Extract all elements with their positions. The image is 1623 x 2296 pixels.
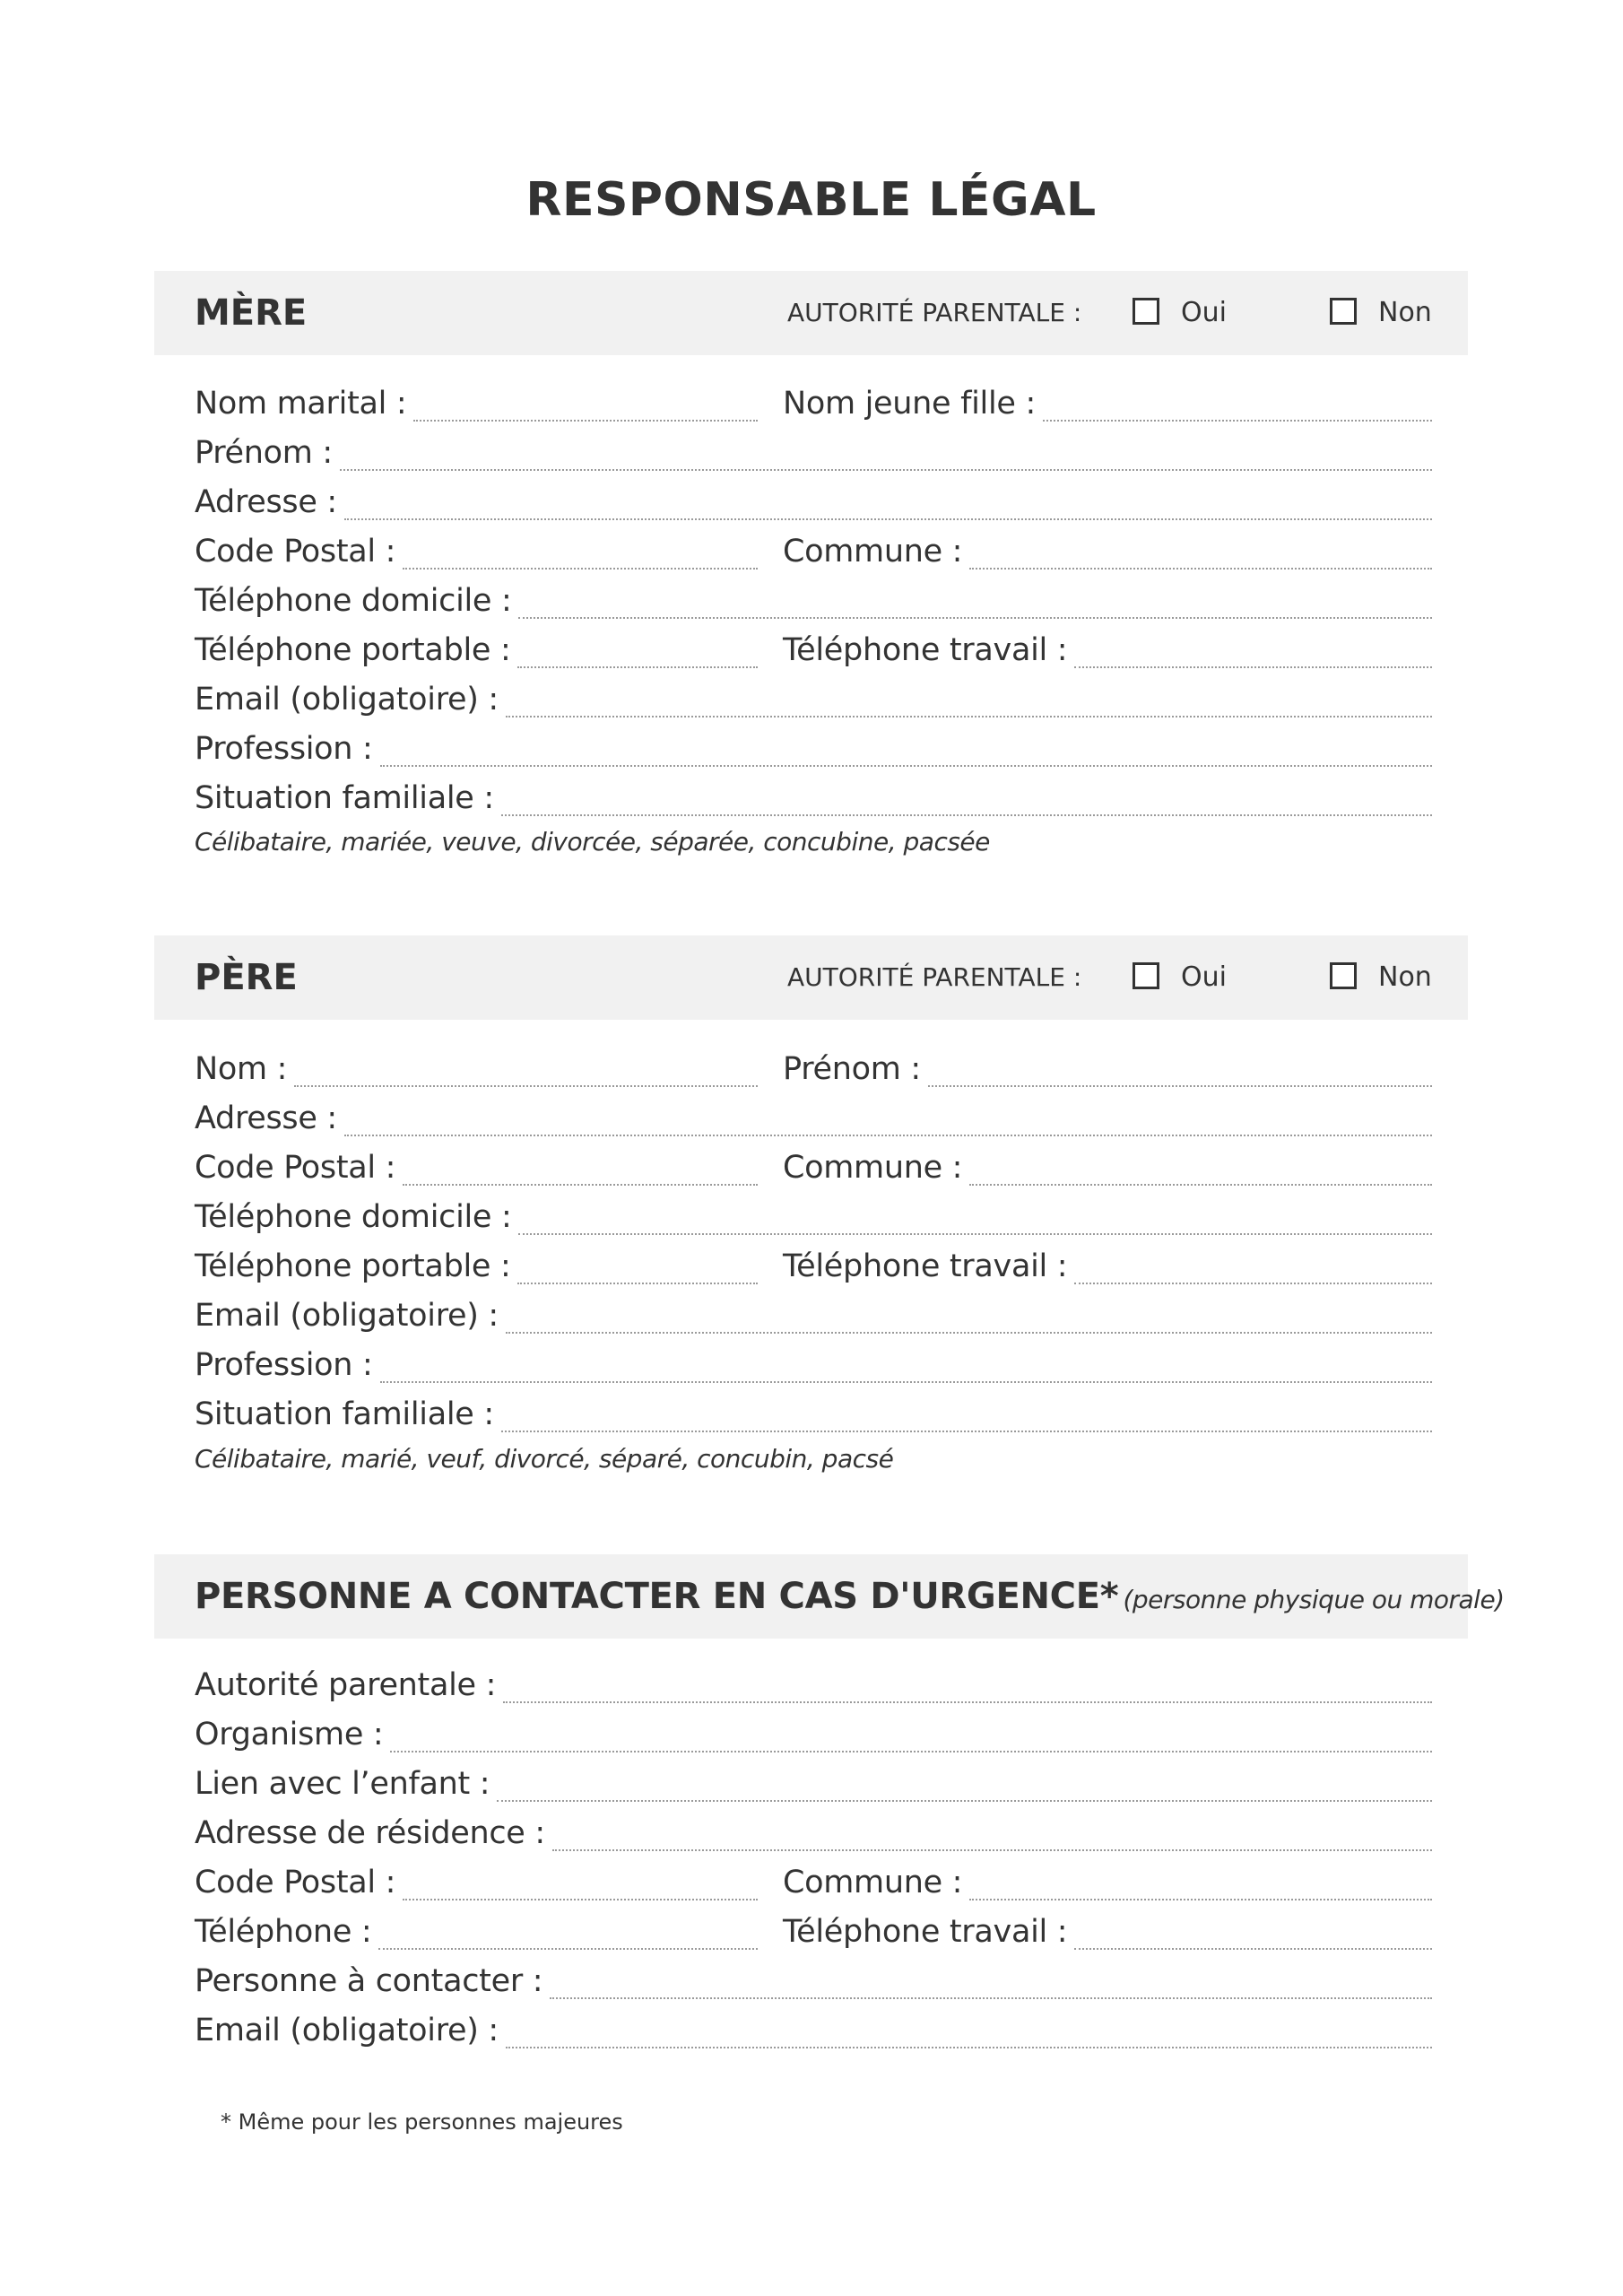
authority-label-mere: AUTORITÉ PARENTALE : <box>787 298 1082 327</box>
field-code-postal-pere[interactable] <box>195 1143 758 1186</box>
section-title-pere: PÈRE <box>195 957 298 998</box>
section-header-mere <box>154 271 1468 355</box>
fill-line[interactable] <box>506 716 1432 718</box>
field-label: Téléphone domicile : <box>195 1199 512 1235</box>
fill-line[interactable] <box>344 1135 1432 1136</box>
field-label: Situation familiale : <box>195 780 494 816</box>
field-adresse-residence[interactable] <box>195 1808 1432 1851</box>
fill-line[interactable] <box>378 1948 758 1950</box>
fill-line[interactable] <box>928 1085 1432 1087</box>
field-profession-pere[interactable] <box>195 1340 1432 1383</box>
fill-line[interactable] <box>501 1431 1432 1432</box>
field-label: Téléphone travail : <box>783 1248 1068 1284</box>
field-situation-mere[interactable] <box>195 773 1432 816</box>
field-email-pere[interactable] <box>195 1291 1432 1334</box>
fill-line[interactable] <box>518 617 1432 619</box>
field-label: Commune : <box>783 1150 963 1186</box>
field-label: Email (obligatoire) : <box>195 682 499 718</box>
fill-line[interactable] <box>503 1701 1432 1703</box>
fill-line[interactable] <box>517 666 758 668</box>
fill-line[interactable] <box>518 1233 1432 1235</box>
fill-line[interactable] <box>380 765 1433 767</box>
checkbox-non-pere[interactable] <box>1330 962 1357 989</box>
fill-line[interactable] <box>1074 1948 1432 1950</box>
field-tel-travail-mere[interactable] <box>783 625 1432 668</box>
field-commune-pere[interactable] <box>783 1143 1432 1186</box>
fill-line[interactable] <box>390 1751 1432 1752</box>
fill-line[interactable] <box>552 1849 1432 1851</box>
field-commune-mere[interactable] <box>783 526 1432 570</box>
checkbox-non-mere[interactable] <box>1330 298 1357 325</box>
field-profession-mere[interactable] <box>195 724 1432 767</box>
field-prenom-mere[interactable] <box>195 428 1432 471</box>
field-label: Profession : <box>195 1347 373 1383</box>
situation-hint-pere: Célibataire, marié, veuf, divorcé, séparé, concubin, pacsé <box>195 1444 894 1474</box>
fill-line[interactable] <box>344 518 1432 520</box>
field-label: Email (obligatoire) : <box>195 1298 499 1334</box>
footnote: * Même pour les personnes majeures <box>221 2109 623 2135</box>
fill-line[interactable] <box>340 469 1432 471</box>
field-code-postal-urgence[interactable] <box>195 1857 758 1900</box>
checkbox-non-label-mere: Non <box>1378 297 1432 328</box>
situation-hint-mere: Célibataire, mariée, veuve, divorcée, séparée, concubine, pacsée <box>195 827 990 857</box>
field-adresse-pere[interactable] <box>195 1093 1432 1136</box>
field-code-postal-mere[interactable] <box>195 526 758 570</box>
field-label: Téléphone portable : <box>195 632 511 668</box>
field-commune-urgence[interactable] <box>783 1857 1432 1900</box>
field-label: Adresse de résidence : <box>195 1815 545 1851</box>
field-label: Téléphone domicile : <box>195 583 512 619</box>
field-nom-pere[interactable] <box>195 1044 758 1087</box>
field-adresse-mere[interactable] <box>195 477 1432 520</box>
field-tel-portable-mere[interactable] <box>195 625 758 668</box>
field-label: Email (obligatoire) : <box>195 2013 499 2048</box>
fill-line[interactable] <box>506 2047 1432 2048</box>
field-label: Adresse : <box>195 484 337 520</box>
field-telephone-urgence[interactable] <box>195 1907 758 1950</box>
fill-line[interactable] <box>969 1184 1432 1186</box>
fill-line[interactable] <box>403 1899 758 1900</box>
field-label: Prénom : <box>195 435 333 471</box>
field-organisme[interactable] <box>195 1709 1432 1752</box>
field-label: Nom jeune fille : <box>783 386 1036 422</box>
field-email-mere[interactable] <box>195 674 1432 718</box>
field-label: Téléphone travail : <box>783 1914 1068 1950</box>
section-header-pere <box>154 935 1468 1020</box>
field-label: Téléphone portable : <box>195 1248 511 1284</box>
checkbox-oui-label-mere: Oui <box>1181 297 1227 328</box>
section-title-mere: MÈRE <box>195 292 308 334</box>
field-label: Organisme : <box>195 1717 384 1752</box>
field-tel-travail-pere[interactable] <box>783 1241 1432 1284</box>
checkbox-oui-pere[interactable] <box>1133 962 1159 989</box>
fill-line[interactable] <box>497 1800 1432 1802</box>
field-label: Code Postal : <box>195 534 396 570</box>
fill-line[interactable] <box>550 1997 1432 1999</box>
field-label: Commune : <box>783 534 963 570</box>
field-label: Prénom : <box>783 1051 921 1087</box>
field-label: Téléphone : <box>195 1914 372 1950</box>
section-header-urgence <box>154 1554 1505 1639</box>
checkbox-oui-mere[interactable] <box>1133 298 1159 325</box>
field-label: Nom marital : <box>195 386 407 422</box>
fill-line[interactable] <box>413 420 758 422</box>
field-label: Commune : <box>783 1865 963 1900</box>
authority-label-pere: AUTORITÉ PARENTALE : <box>787 962 1082 992</box>
fill-line[interactable] <box>1074 1283 1432 1284</box>
fill-line[interactable] <box>969 1899 1432 1900</box>
checkbox-oui-label-pere: Oui <box>1181 961 1227 993</box>
fill-line[interactable] <box>380 1381 1433 1383</box>
fill-line[interactable] <box>403 1184 758 1186</box>
fill-line[interactable] <box>1043 420 1432 422</box>
field-autorite-urgence[interactable] <box>195 1660 1432 1703</box>
field-label: Code Postal : <box>195 1150 396 1186</box>
field-label: Profession : <box>195 731 373 767</box>
section-title-urgence-main: PERSONNE A CONTACTER EN CAS D'URGENCE* <box>195 1576 1119 1617</box>
field-prenom-pere[interactable] <box>783 1044 1432 1087</box>
field-label: Nom : <box>195 1051 288 1087</box>
field-label: Téléphone travail : <box>783 632 1068 668</box>
page-title: RESPONSABLE LÉGAL <box>525 173 1097 227</box>
field-label: Autorité parentale : <box>195 1667 497 1703</box>
field-label: Situation familiale : <box>195 1396 494 1432</box>
field-tel-portable-pere[interactable] <box>195 1241 758 1284</box>
field-personne-contacter[interactable] <box>195 1956 1432 1999</box>
fill-line[interactable] <box>294 1085 758 1087</box>
fill-line[interactable] <box>403 568 758 570</box>
field-tel-domicile-pere[interactable] <box>195 1192 1432 1235</box>
field-nom-marital[interactable] <box>195 378 758 422</box>
fill-line[interactable] <box>517 1283 758 1284</box>
field-lien-enfant[interactable] <box>195 1759 1432 1802</box>
section-title-urgence-sub: (personne physique ou morale) <box>1123 1585 1505 1614</box>
field-nom-jeune-fille[interactable] <box>783 378 1432 422</box>
field-label: Personne à contacter : <box>195 1963 543 1999</box>
field-email-urgence[interactable] <box>195 2005 1432 2048</box>
fill-line[interactable] <box>1074 666 1432 668</box>
field-label: Lien avec l’enfant : <box>195 1766 490 1802</box>
section-title-urgence <box>195 1554 1505 1646</box>
fill-line[interactable] <box>506 1332 1432 1334</box>
checkbox-non-label-pere: Non <box>1378 961 1432 993</box>
field-label: Adresse : <box>195 1100 337 1136</box>
field-tel-travail-urgence[interactable] <box>783 1907 1432 1950</box>
field-situation-pere[interactable] <box>195 1389 1432 1432</box>
field-label: Code Postal : <box>195 1865 396 1900</box>
fill-line[interactable] <box>969 568 1432 570</box>
fill-line[interactable] <box>501 814 1432 816</box>
field-tel-domicile-mere[interactable] <box>195 576 1432 619</box>
